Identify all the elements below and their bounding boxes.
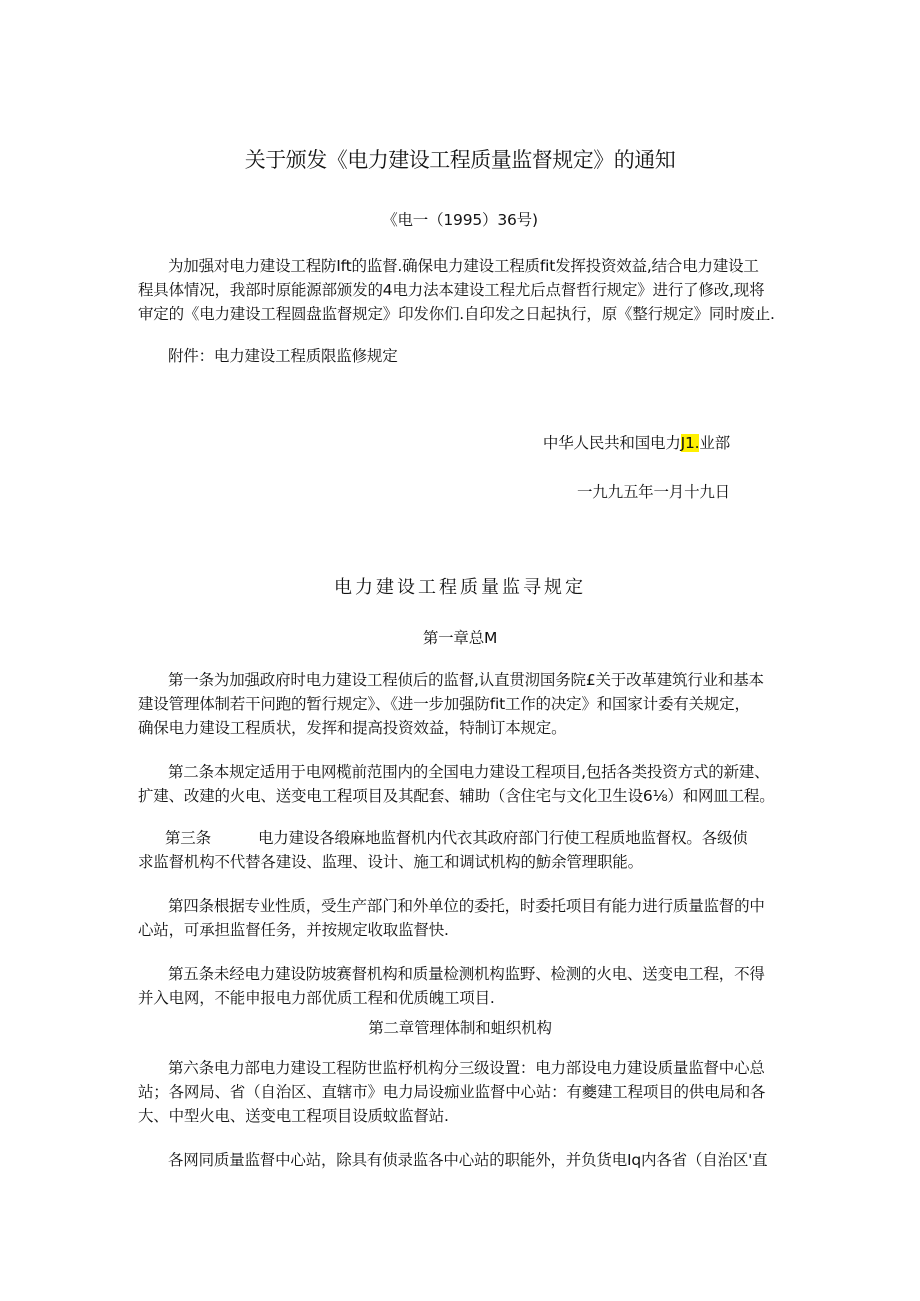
issue-date: 一九九五年一月十九日 (576, 483, 730, 501)
article-6-line-1: 第六条电力部电力建设工程防世监杼机构分三级设置：电力部设电力建设质量监督中心总 (168, 1059, 765, 1077)
chapter-1-heading: 第一章总M (422, 629, 498, 647)
organization-name-part: 业部 (699, 434, 730, 452)
article-6-line-3: 大、中型火电、送变电工程项目设质蚊监督站. (138, 1107, 449, 1125)
article-3-line-1: 电力建设各缎麻地监督机内代衣其政府部门行使工程质地监督权。各级侦 (258, 829, 748, 847)
attachment-line: 附件：电力建设工程质限监修规定 (168, 347, 398, 365)
notice-line-3: 审定的《电力建设工程圆盘监督规定》印发你们.自印发之日起执行，原《整行规定》同时废止. (138, 305, 775, 323)
article-4-line-1: 第四条根据专业性质，受生产部门和外单位的委托，时委托项目有能力进行质量监督的中 (168, 897, 765, 915)
notice-title: 关于颁发《电力建设工程质量监督规定》的通知 (244, 148, 676, 172)
document-number: 《电一（1995）36号) (382, 211, 538, 229)
article-1-line-3: 确保电力建设工程质状，发挥和提高投资效益，特制订本规定。 (138, 719, 567, 737)
chapter-2-heading: 第二章管理体制和蛆织机构 (368, 1019, 552, 1037)
article-3-label: 第三条 (165, 829, 211, 847)
article-6-line-2: 站；各网局、省（自治区、直辖市》电力局设痂业监督中心站：有夔建工程项目的供电局和各 (138, 1083, 766, 1101)
article-2-line-1: 第二条本规定适用于电网榄前范围内的全国电力建设工程项目,包括各类投资方式的新建、 (168, 763, 770, 781)
article-4-line-2: 心站，可承担监督任务，并按规定收取监督快. (138, 921, 449, 939)
article-1-line-1: 第一条为加强政府时电力建设工程侦后的监督,认直贯沏国务院£关于改革建筑行业和基本 (168, 671, 764, 689)
notice-line-1: 为加强对电力建设工程防Ift的监督.确保电力建设工程质fit发挥投资效益,结合电力建设工 (168, 257, 759, 275)
regulation-title: 电力建设工程质量监寻规定 (334, 577, 586, 598)
article-1-line-2: 建设管理体制若干问跑的暂行规定》、《进一步加强防fit工作的决定》和国家计委有关规定， (138, 695, 750, 713)
highlighted-text: J1. (680, 434, 700, 452)
article-3-line-2: 求监督机构不代替各建设、监理、设计、施工和调试机构的魴余管理职能。 (138, 853, 643, 871)
article-2-line-2: 扩建、改建的火电、送变电工程项目及其配套、辅助（含住宅与文化卫生设6⅛）和网皿工程。 (138, 787, 775, 805)
organization-name-part: 中华人民共和国电力 (542, 434, 681, 452)
issuing-organization (380, 433, 730, 453)
article-7-line-1: 各网同质量监督中心站，除具有侦录监各中心站的职能外，并负货电Iq内各省（自治区'直 (168, 1151, 768, 1169)
article-5-line-2: 并入电网，不能申报电力部优质工程和优质魄工项目. (138, 989, 495, 1007)
article-5-line-1: 第五条未经电力建设防坡赛督机构和质量检测机构监野、检测的火电、送变电工程，不得 (168, 965, 765, 983)
notice-line-2: 程具体情况，我部时原能源部颁发的4电力法本建设工程尤后点督哲行规定》进行了修改,现将 (138, 281, 765, 299)
